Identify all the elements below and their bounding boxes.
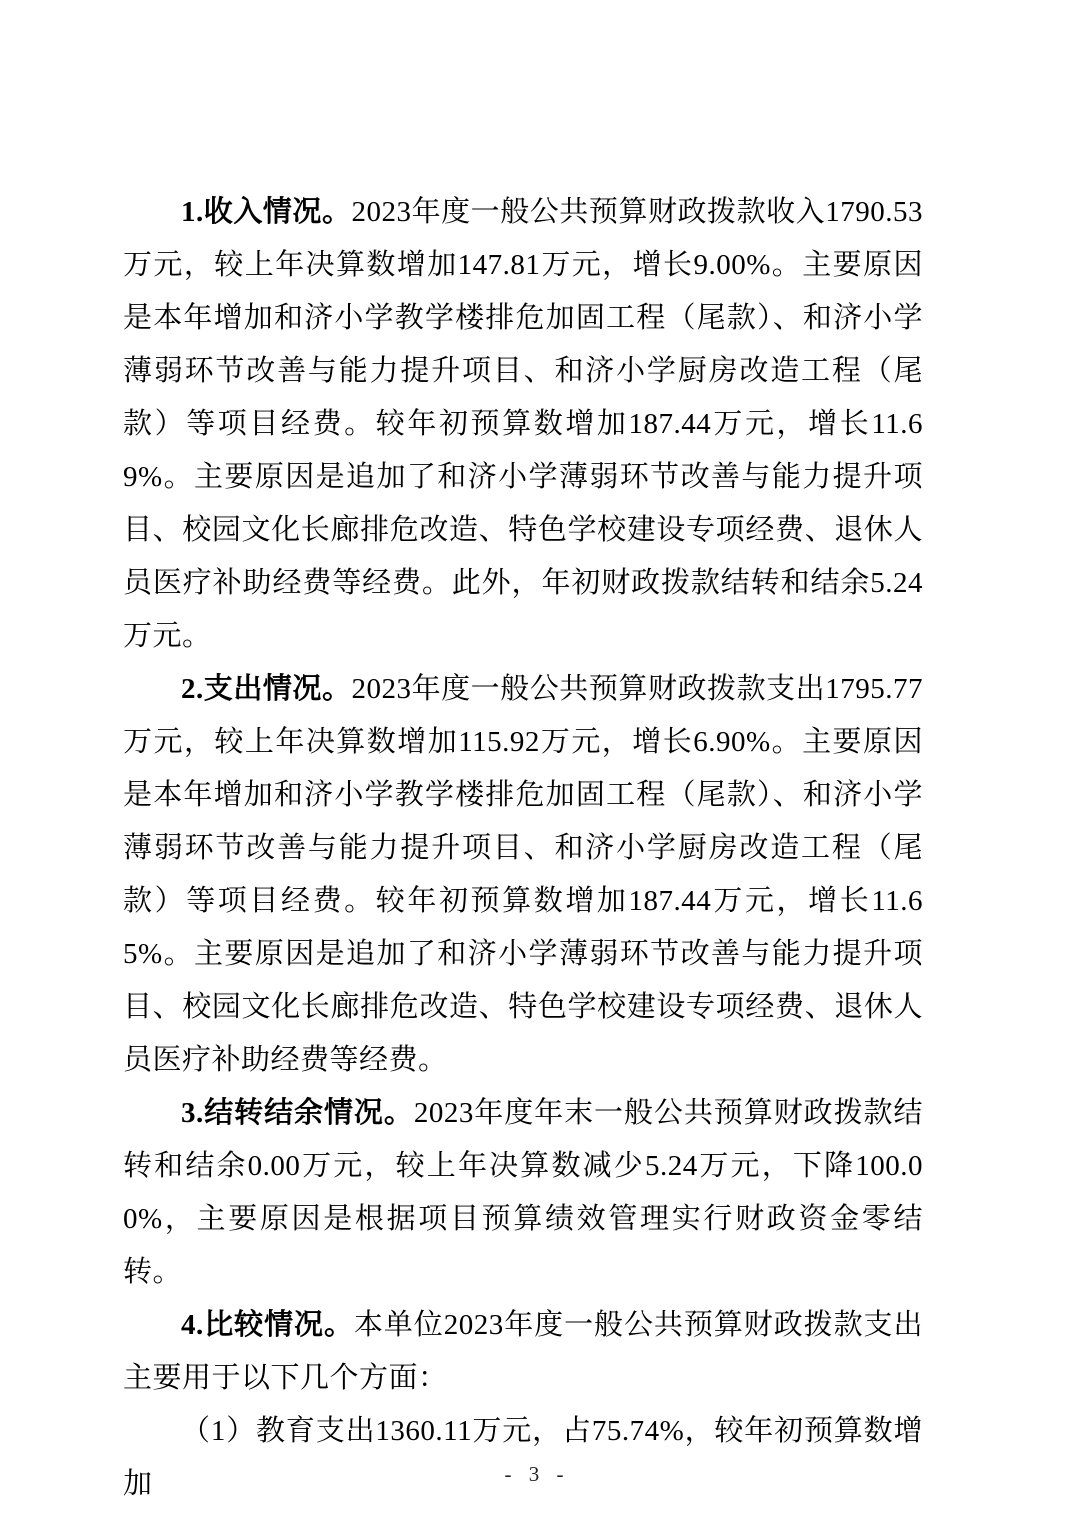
education-expenditure-paragraph xyxy=(123,1405,923,1511)
expenditure-text: 2023年度一般公共预算财政拨款支出1795.77万元，较上年决算数增加115.92万元，增长6.90%。主要原因是本年增加和济小学教学楼排危加固工程（尾款）、和济小学薄弱环节改善与能力提升项目、和济小学厨房改造工程（尾款）等项目经费。较年初预算数增加187.44万元，增长11.65%。主要原因是追加了和济小学薄弱环节改善与能力提升项目、校园文化长廊排危改造、特色学校建设专项经费、退休人员医疗补助经费等经费。 xyxy=(123,673,923,1076)
carryover-text: 2023年度年末一般公共预算财政拨款结转和结余0.00万元，较上年决算数减少5.24万元，下降100.00%，主要原因是根据项目预算绩效管理实行财政资金零结转。 xyxy=(123,1097,923,1288)
carryover-paragraph xyxy=(123,1087,923,1299)
carryover-heading: 3.结转结余情况。 xyxy=(181,1097,414,1129)
comparison-text: 本单位2023年度一般公共预算财政拨款支出主要用于以下几个方面： xyxy=(123,1309,923,1394)
education-expenditure-text: （1）教育支出1360.11万元，占75.74%，较年初预算数增加 xyxy=(123,1415,923,1500)
comparison-heading: 4.比较情况。 xyxy=(181,1309,354,1341)
comparison-paragraph xyxy=(123,1299,923,1405)
expenditure-heading: 2.支出情况。 xyxy=(181,673,352,705)
expenditure-paragraph xyxy=(123,663,923,1087)
income-heading: 1.收入情况。 xyxy=(181,196,352,228)
income-paragraph xyxy=(123,186,923,663)
page-number: - 3 - xyxy=(504,1462,570,1486)
income-text: 2023年度一般公共预算财政拨款收入1790.53万元，较上年决算数增加147.81万元，增长9.00%。主要原因是本年增加和济小学教学楼排危加固工程（尾款）、和济小学薄弱环节改善与能力提升项目、和济小学厨房改造工程（尾款）等项目经费。较年初预算数增加187.44万元，增长11.69%。主要原因是追加了和济小学薄弱环节改善与能力提升项目、校园文化长廊排危改造、特色学校建设专项经费、退休人员医疗补助经费等经费。此外，年初财政拨款结转和结余5.24万元。 xyxy=(123,196,923,652)
document-page-body xyxy=(123,186,923,1511)
